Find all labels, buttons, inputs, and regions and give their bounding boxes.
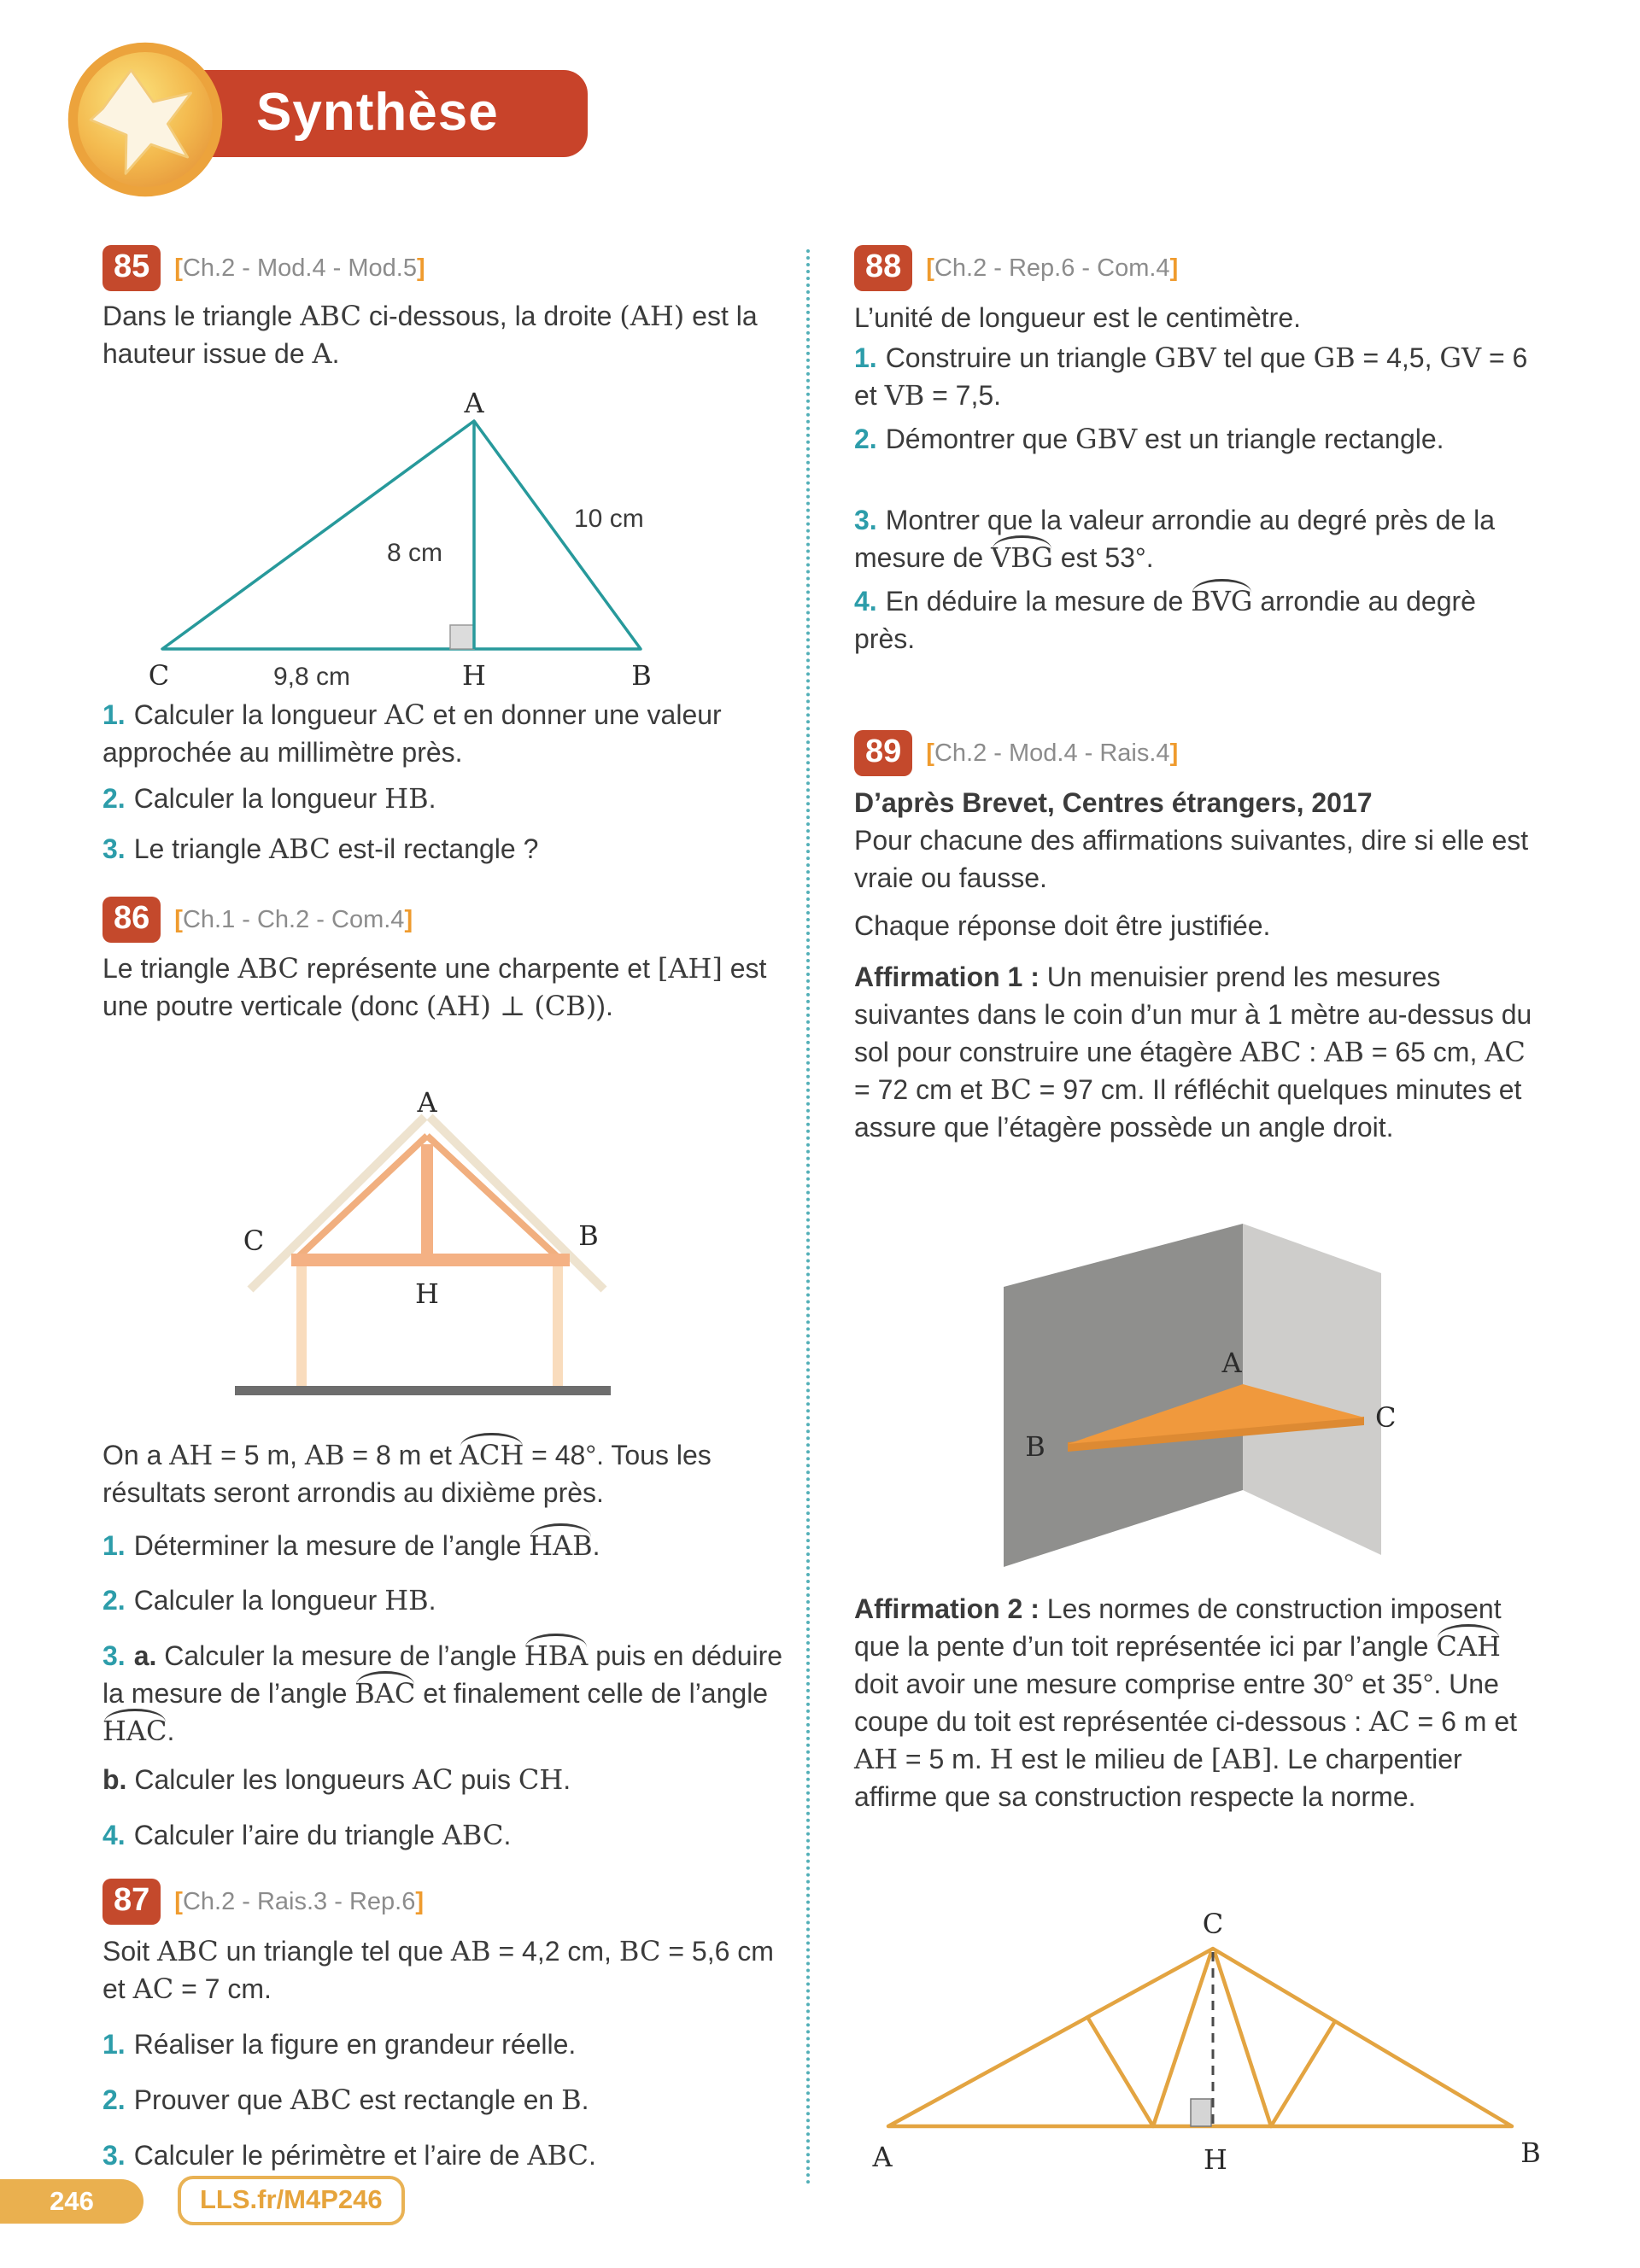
measure-ah: 8 cm	[386, 539, 442, 567]
right-angle-marker	[1191, 2099, 1211, 2126]
right-angle-marker	[450, 625, 474, 649]
question-number: 2.	[854, 424, 877, 454]
question-number: 3.	[102, 2140, 126, 2171]
exercise-tag: [Ch.2 - Mod.4 - Mod.5]	[174, 254, 425, 282]
exercise-89-affirmation-2: Affirmation 2 : Les normes de construction imposent que la pente d’un toit représentée ici par l’angle CAH doit avoir une mesure comprise entre 30° et 35°. Une coupe du toit est représentée ci-dessous : AC = 6 m et AH = 5 m. H est le milieu de [AB]. Le charpentier affirme que sa construction respecte la norme.	[854, 1593, 1517, 1812]
bracket-close: ]	[1169, 739, 1179, 767]
truss-strut-right	[1215, 1952, 1335, 2126]
vertex-label-c: C	[243, 1225, 265, 1257]
exercise-86-intro: Le triangle ABC représente une charpente et [AH] est une poutre verticale (donc (AH) ⊥ (CB)).	[102, 952, 767, 1022]
rafter-left	[295, 1136, 427, 1260]
bracket-open: [	[174, 254, 183, 282]
exercise-86-question-3b: b. Calculer les longueurs AC puis CH.	[102, 1763, 571, 1796]
wall-left	[1004, 1224, 1243, 1567]
exercise-85-question-1: 1. Calculer la longueur AC et en donner une valeur approchée au millimètre près.	[102, 699, 722, 768]
exercise-86-question-4: 4. Calculer l’aire du triangle ABC.	[102, 1819, 512, 1851]
vertex-label-b: B	[578, 1219, 599, 1252]
exercise-88-question-3: 3. Montrer que la valeur arrondie au degré près de la mesure de VBG est 53°.	[854, 501, 1538, 576]
star-medal-icon	[65, 39, 226, 200]
exercise-89-affirmation-1: Affirmation 1 : Un menuisier prend les mesures suivantes dans le coin d’un mur à 1 mètre au-dessus du sol pour construire une étagère ABC : AB = 65 cm, AC = 72 cm et BC = 97 cm. Il réfléchit quelques minutes et assure que l’étagère possède un angle droit.	[854, 962, 1532, 1143]
question-number: 3.	[102, 1640, 126, 1671]
question-number: 2.	[102, 783, 126, 814]
exercise-87-header	[102, 1879, 424, 1925]
question-number: 1.	[102, 699, 126, 730]
exercise-85-header	[102, 245, 425, 291]
exercise-88-intro: L’unité de longueur est le centimètre.	[854, 302, 1301, 333]
exercise-89-paragraph-1: Pour chacune des affirmations suivantes, dire si elle est vraie ou fausse.	[854, 825, 1529, 893]
exercise-tag: [Ch.2 - Rep.6 - Com.4]	[926, 254, 1179, 282]
exercise-88-question-1: 1. Construire un triangle GBV tel que GB = 4,5, GV = 6 et VB = 7,5.	[854, 342, 1528, 412]
point-label-h: H	[462, 659, 486, 692]
exercise-88-question-4: 4. En déduire la mesure de BVG arrondie au degrè près.	[854, 582, 1538, 658]
triangle-abc-figure	[128, 389, 675, 692]
exercise-87-question-1: 1. Réaliser la figure en grandeur réelle.	[102, 2029, 577, 2060]
bracket-close: ]	[416, 254, 425, 282]
vertex-label-b: B	[1520, 2136, 1541, 2169]
bracket-open: [	[174, 1887, 183, 1915]
roof-frame-figure	[175, 1091, 619, 1403]
roof-truss-figure	[858, 1906, 1542, 2179]
vertex-label-c: C	[1375, 1401, 1397, 1434]
exercise-89-header	[854, 730, 1178, 776]
exercise-85-intro: Dans le triangle ABC ci-dessous, la droite (AH) est la hauteur issue de A.	[102, 300, 758, 370]
page-number-badge: 246	[0, 2179, 144, 2224]
question-number: 4.	[102, 1820, 126, 1850]
bracket-open: [	[926, 254, 934, 282]
exercise-86-question-2: 2. Calculer la longueur HB.	[102, 1584, 436, 1616]
exercise-85-question-2: 2. Calculer la longueur HB.	[102, 782, 436, 815]
wall-corner-shelf-figure	[987, 1217, 1414, 1580]
question-number: 2.	[102, 2084, 126, 2115]
bracket-open: [	[174, 905, 183, 933]
point-label-h: H	[415, 1277, 439, 1310]
question-number: 2.	[102, 1585, 126, 1616]
exercise-number-badge: 85	[102, 245, 161, 291]
wall-post-left	[296, 1266, 307, 1386]
wall-right	[1243, 1224, 1381, 1555]
exercise-number-badge: 87	[102, 1879, 161, 1925]
exercise-86-question-3: 3. a. Calculer la mesure de l’angle HBA puis en déduire la mesure de l’angle BAC et finalement celle de l’angle HAC.	[102, 1637, 786, 1750]
exercise-number-badge: 88	[854, 245, 912, 291]
question-number: 1.	[102, 1530, 126, 1561]
question-number: 3.	[854, 505, 877, 535]
exercise-85-question-3: 3. Le triangle ABC est-il rectangle ?	[102, 833, 539, 865]
exercise-87-question-2: 2. Prouver que ABC est rectangle en B.	[102, 2084, 589, 2116]
lls-link[interactable]: LLS.fr/M4P246	[178, 2176, 405, 2225]
question-number: 1.	[854, 342, 877, 373]
vertex-label-b: B	[1025, 1430, 1046, 1463]
vertex-label-a: A	[872, 2141, 893, 2173]
vertex-label-c: C	[148, 659, 170, 692]
wall-post-right	[553, 1266, 563, 1386]
tie-beam-cb	[291, 1254, 570, 1266]
vertex-label-b: B	[631, 659, 652, 692]
vertex-label-c: C	[1202, 1908, 1224, 1940]
exercise-87-question-3: 3. Calculer le périmètre et l’aire de ABC.	[102, 2139, 596, 2172]
exercise-86-header	[102, 897, 413, 943]
triangle-outline	[162, 421, 641, 649]
column-divider	[806, 249, 810, 2186]
measure-ch: 9,8 cm	[272, 663, 351, 691]
question-number: 1.	[102, 2029, 126, 2060]
ground-line	[235, 1386, 611, 1395]
exercise-tag: [Ch.1 - Ch.2 - Com.4]	[174, 905, 413, 933]
question-number: 3.	[102, 833, 126, 864]
rafter-right	[427, 1136, 561, 1260]
exercise-tag: [Ch.2 - Mod.4 - Rais.4]	[926, 739, 1179, 767]
exercise-number-badge: 86	[102, 897, 161, 943]
vertex-label-a: A	[1221, 1347, 1242, 1379]
question-number: 4.	[854, 586, 877, 617]
exercise-87-intro: Soit ABC un triangle tel que AB = 4,2 cm, BC = 5,6 cm et AC = 7 cm.	[102, 1935, 774, 2005]
exercise-86-data: On a AH = 5 m, AB = 8 m et ACH = 48°. Tous les résultats seront arrondis au dixième près.	[102, 1436, 786, 1511]
vertex-label-a: A	[417, 1091, 437, 1119]
exercise-number-badge: 89	[854, 730, 912, 776]
bracket-close: ]	[415, 1887, 425, 1915]
bracket-close: ]	[1169, 254, 1179, 282]
king-post-ah	[421, 1144, 433, 1254]
bracket-close: ]	[404, 905, 413, 933]
exercise-tag: [Ch.2 - Rais.3 - Rep.6]	[174, 1887, 425, 1915]
exercise-86-question-1: 1. Déterminer la mesure de l’angle HAB.	[102, 1527, 786, 1564]
measure-ab: 10 cm	[574, 505, 644, 533]
vertex-label-a: A	[464, 389, 484, 419]
section-title: Synthèse	[256, 83, 499, 142]
point-label-h: H	[1204, 2143, 1227, 2176]
exercise-88-header	[854, 245, 1178, 291]
bracket-open: [	[926, 739, 934, 767]
exercise-89-source: D’après Brevet, Centres étrangers, 2017	[854, 787, 1373, 818]
exercise-88-question-2: 2. Démontrer que GBV est un triangle rectangle.	[854, 423, 1444, 455]
exercise-89-paragraph-2: Chaque réponse doit être justifiée.	[854, 910, 1271, 941]
